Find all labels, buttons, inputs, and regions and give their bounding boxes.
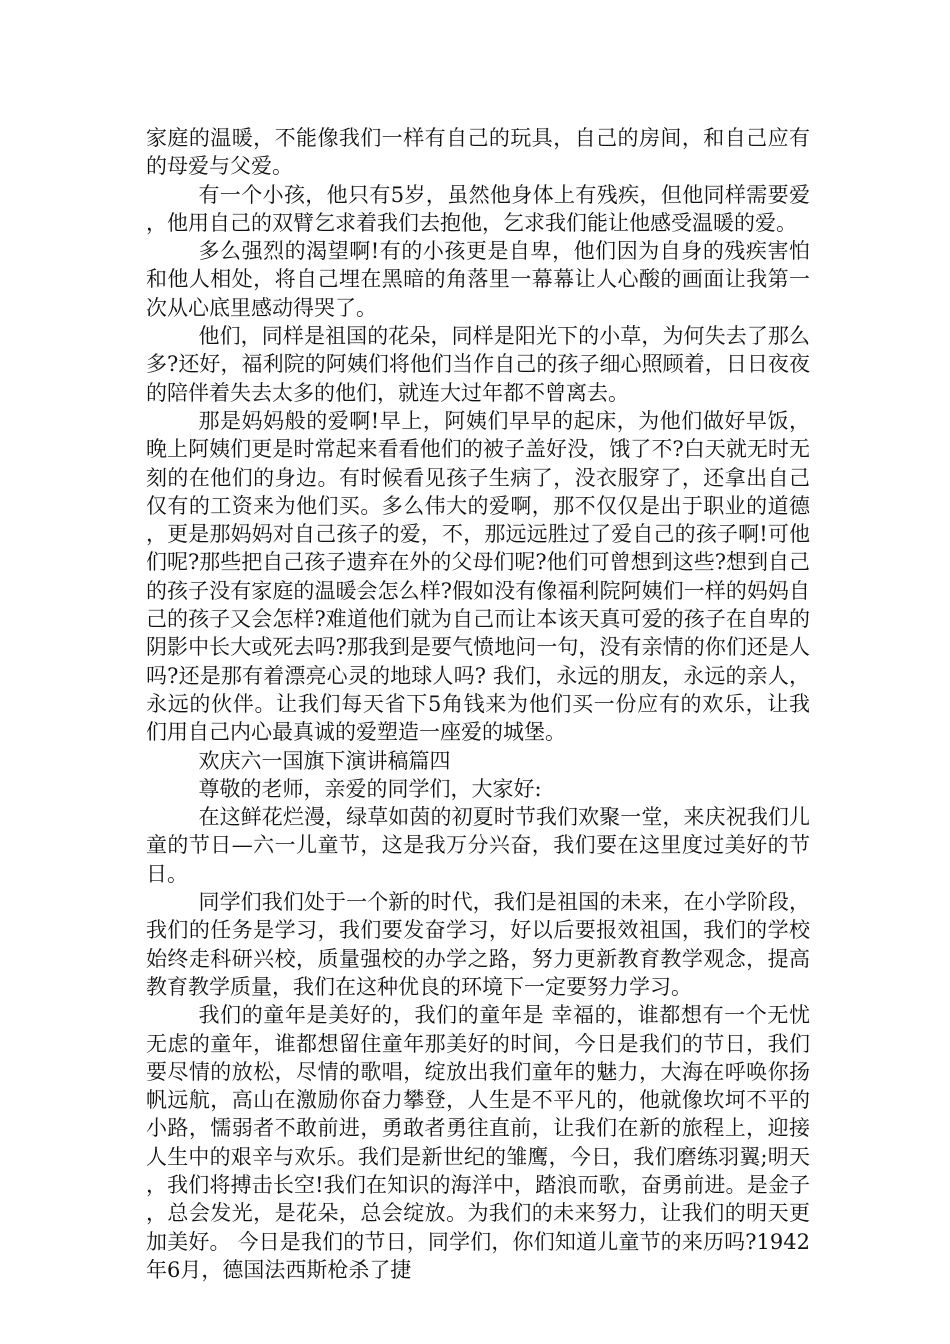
paragraph-8: 在这鲜花烂漫，绿草如茵的初夏时节我们欢聚一堂，来庆祝我们儿童的节日—六一儿童节，这是我万分兴奋，我们要在这里度过美好的节日。 (146, 805, 810, 886)
paragraph-2: 有一个小孩，他只有5岁，虽然他身体上有残疾，但他同样需要爱，他用自己的双臂乞求着我们去抱他，乞求我们能让他感受温暖的爱。 (146, 182, 810, 235)
section-heading: 欢庆六一国旗下演讲稿篇四 (198, 748, 451, 773)
body-text (146, 124, 810, 1284)
paragraph-9: 同学们我们处于一个新的时代，我们是祖国的未来，在小学阶段，我们的任务是学习，我们要发奋学习，好以后要报效祖国，我们的学校始终走科研兴校，质量强校的办学之路，努力更新教育教学观念，提高教育教学质量，我们在这种优良的环境下一定要努力学习。 (146, 890, 810, 999)
greeting: 尊敬的老师，亲爱的同学们，大家好: (198, 776, 542, 801)
paragraph-5: 那是妈妈般的爱啊!早上，阿姨们早早的起床，为他们做好早饭，晚上阿姨们更是时常起来看看他们的被子盖好没，饿了不?白天就无时无刻的在他们的身边。有时候看见孩子生病了，没衣服穿了，还拿出自己仅有的工资来为他们买。多么伟大的爱啊，那不仅仅是出于职业的道德，更是那妈妈对自己孩子的爱，不，那远远胜过了爱自己的孩子啊!可他们呢?那些把自己孩子遗弃在外的父母们呢?他们可曾想到这些?想到自己的孩子没有家庭的温暖会怎么样?假如没有像福利院阿姨们一样的妈妈自己的孩子又会怎样?难道他们就为自己而让本该天真可爱的孩子在自卑的阴影中长大或死去吗?那我到是要气愤地问一句，没有亲情的你们还是人吗?还是那有着漂亮心灵的地球人吗? 我们，永远的朋友，永远的亲人，永远的伙伴。让我们每天省下5角钱来为他们买一份应有的欢乐，让我们用自己内心最真诚的爱塑造一座爱的城堡。 (146, 408, 810, 745)
paragraph-1: 家庭的温暖，不能像我们一样有自己的玩具，自己的房间，和自己应有的母爱与父爱。 (146, 126, 810, 179)
paragraph-10: 我们的童年是美好的，我们的童年是 幸福的，谁都想有一个无忧无虑的童年，谁都想留住童年那美好的时间，今日是我们的节日，我们要尽情的放松，尽情的歌唱，绽放出我们童年的魅力，大海在呼唤你扬帆远航，高山在激励你奋力攀登，人生是不平凡的，他就像坎坷不平的小路，懦弱者不敢前进，勇敢者勇往直前，让我们在新的旅程上，迎接人生中的艰辛与欢乐。我们是新世纪的雏鹰，今日，我们磨练羽翼;明天，我们将搏击长空!我们在知识的海洋中，踏浪而歌，奋勇前进。是金子，总会发光，是花朵，总会绽放。为我们的未来努力，让我们的明天更加美好。 今日是我们的节日，同学们，你们知道儿童节的来历吗?1942年6月，德国法西斯枪杀了捷 (146, 1003, 810, 1282)
paragraph-4: 他们，同样是祖国的花朵，同样是阳光下的小草，为何失去了那么多?还好，福利院的阿姨们将他们当作自己的孩子细心照顾着，日日夜夜的陪伴着失去太多的他们，就连大过年都不曾离去。 (146, 324, 810, 405)
paragraph-3: 多么强烈的渴望啊!有的小孩更是自卑，他们因为自身的残疾害怕和他人相处，将自己埋在黑暗的角落里一幕幕让人心酸的画面让我第一次从心底里感动得哭了。 (146, 239, 810, 320)
